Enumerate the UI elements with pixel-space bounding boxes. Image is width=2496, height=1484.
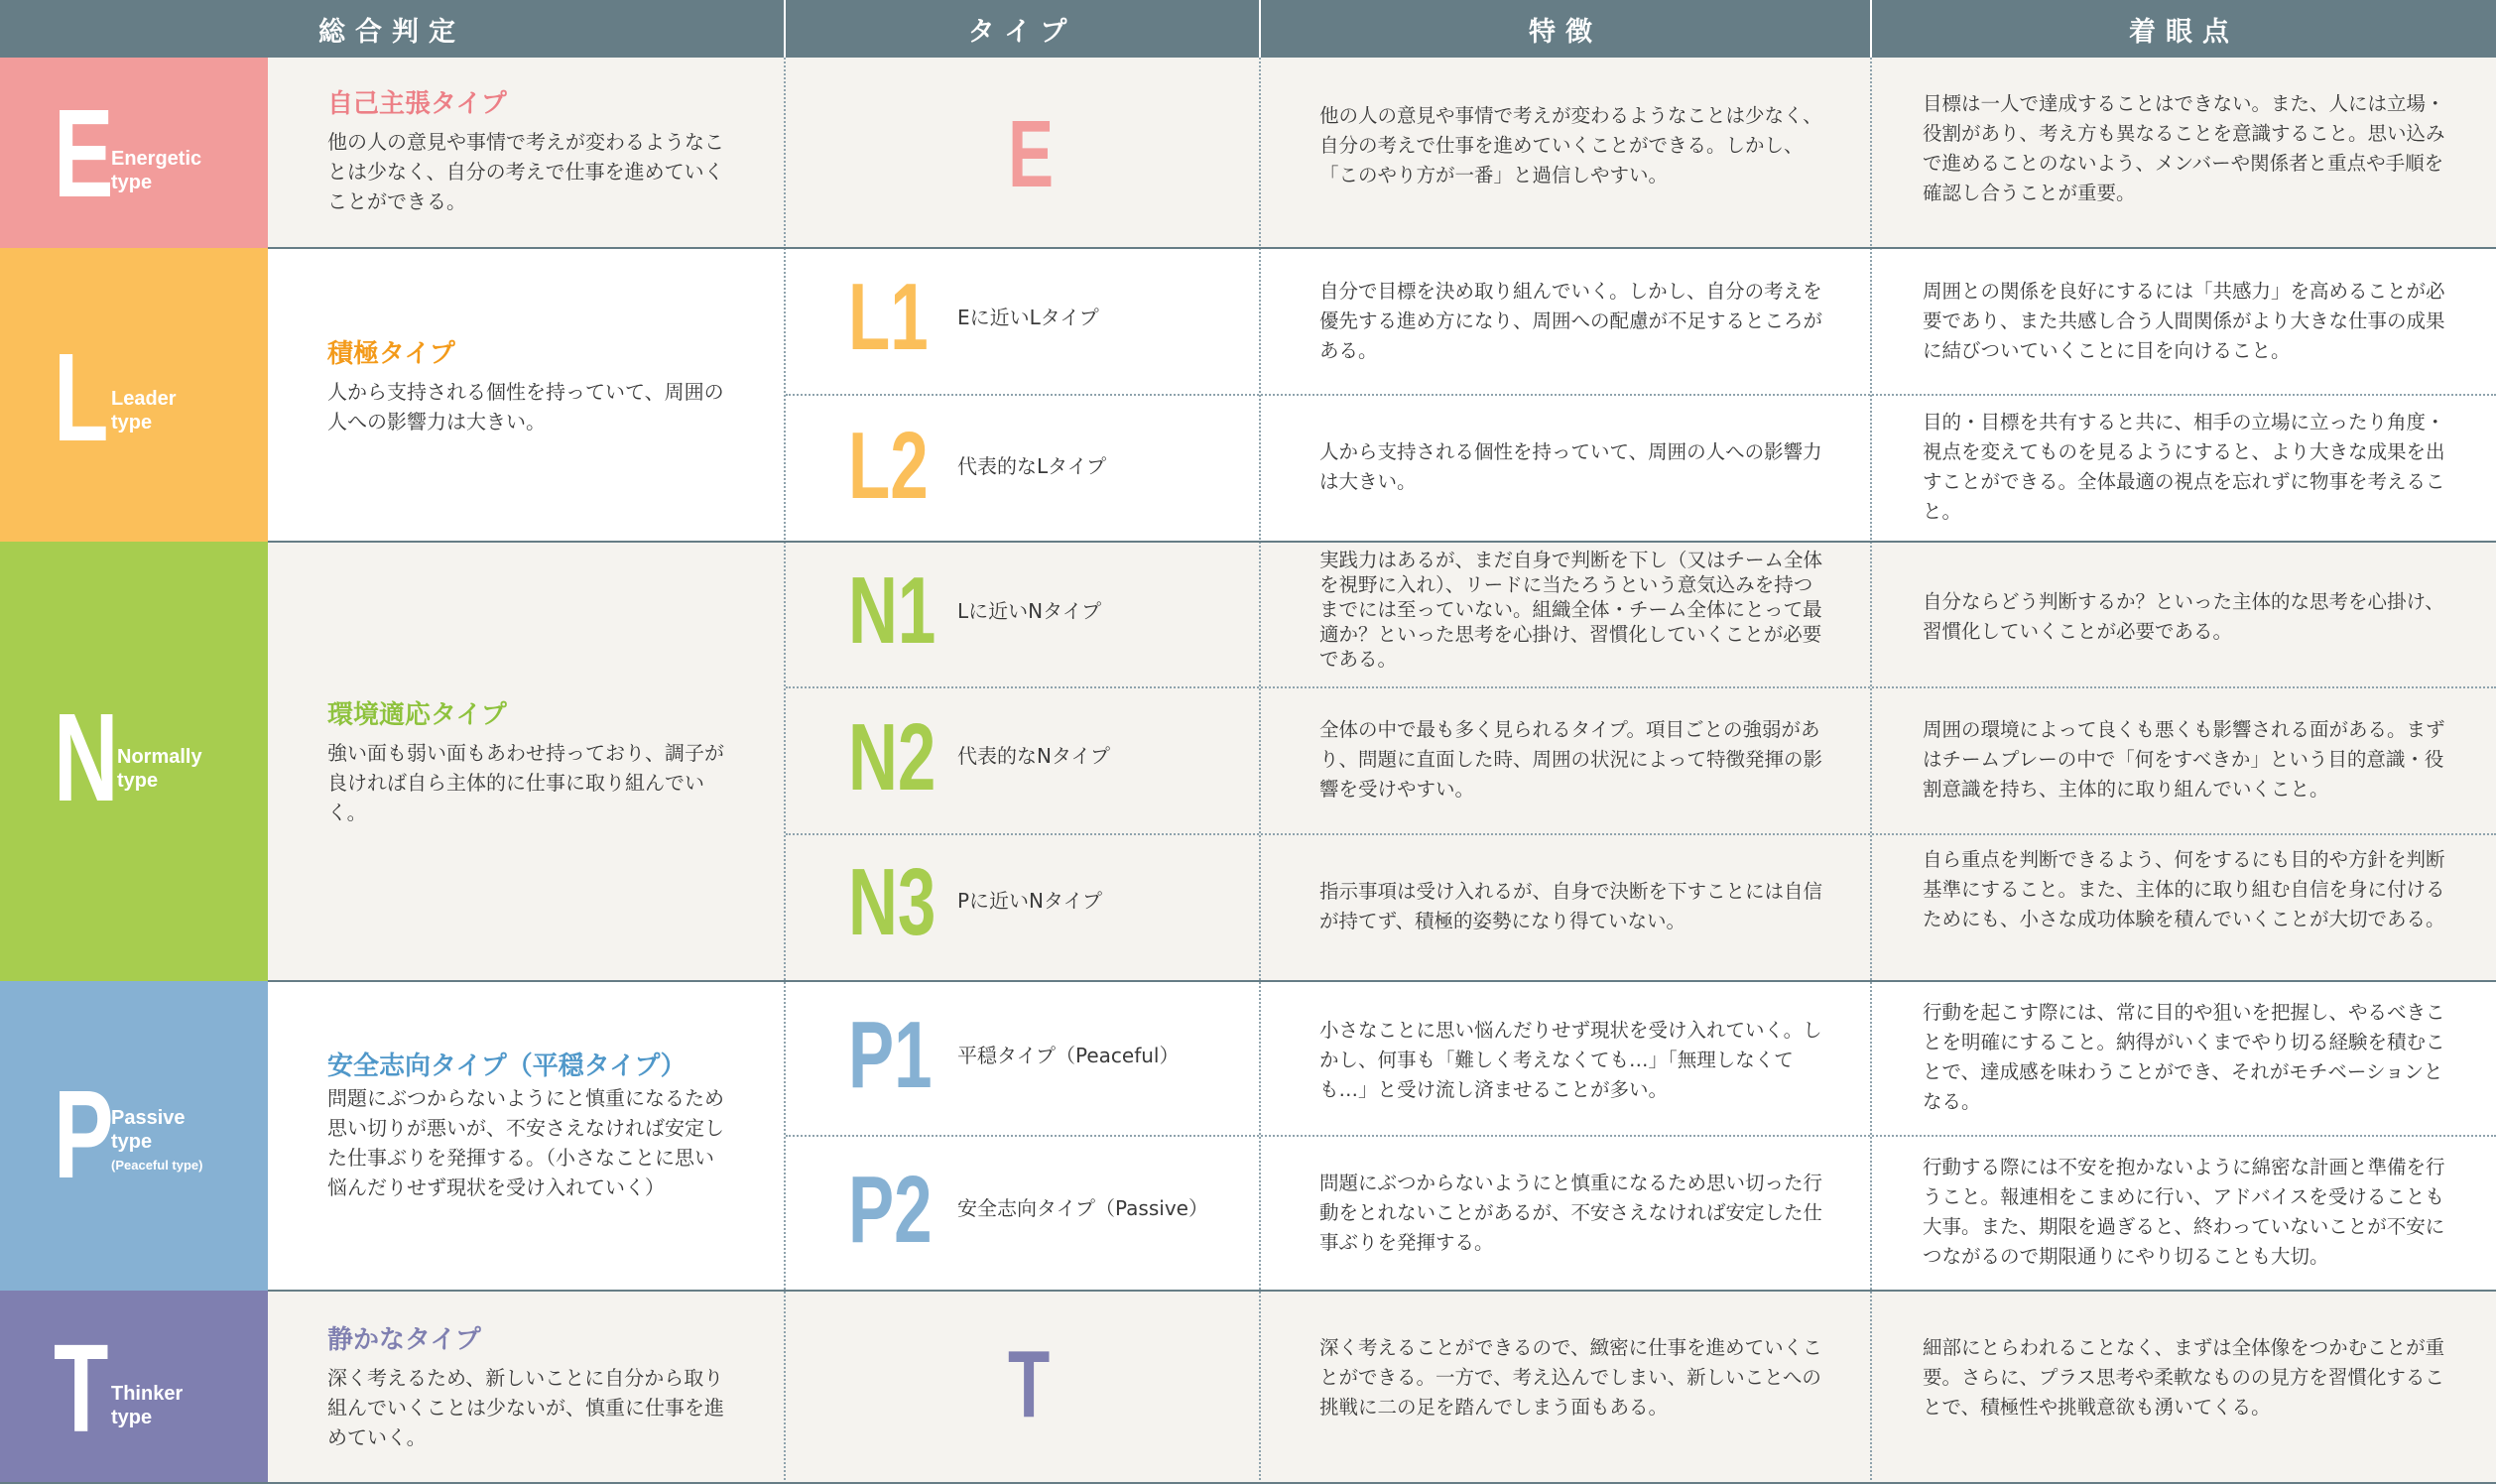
group-name-p: 安全志向タイプ（平穏タイプ） xyxy=(327,1051,686,1081)
group-desc-l: 人から支持される個性を持っていて、周囲の人への影響力は大きい。 xyxy=(327,380,724,433)
band-n xyxy=(0,542,268,981)
eng-label-p: Passive type (Peaceful type) xyxy=(111,1107,203,1173)
focus-p2: 行動する際には不安を抱かないように綿密な計画と準備を行うこと。報連相をこまめに行い、アドバイスを受けることも大事。また、期限を過ぎると、終わっていないことが不安につながるので期限通りにやり切ることも大切。 xyxy=(1923,1156,2445,1268)
features-p1: 小さなことに思い悩んだりせず現状を受け入れていく。しかし、何事も「難しく考えなくても…」「無理しなくても…」と受け流し済ませることが多い。 xyxy=(1319,1019,1822,1101)
group-desc-n: 強い面も弱い面もあわせ持っており、調子が良ければ自ら主体的に仕事に取り組んでいく。 xyxy=(327,741,724,824)
features-n3: 指示事項は受け入れるが、自身で決断を下すことには自信が持てず、積極的姿勢になり得ていない。 xyxy=(1319,880,1823,932)
focus-l2: 目的・目標を共有すると共に、相手の立場に立ったり角度・視点を変えてものを見るようにすると、より大きな成果を出すことができる。全体最適の視点を忘れずに物事を考えること。 xyxy=(1923,411,2445,523)
type-label-p1: 平穏タイプ（Peaceful） xyxy=(957,1044,1180,1067)
type-code-n3: N3 xyxy=(848,849,936,955)
eng-label-e: Energetic type xyxy=(111,148,202,193)
focus-t: 細部にとらわれることなく、まずは全体像をつかむことが重要。さらに、プラス思考や柔軟なものの見方を習慣化することで、積極性や挑戦意欲も湧いてくる。 xyxy=(1923,1336,2445,1419)
eng-label-l: Leader type xyxy=(111,388,177,433)
divider-l1-l2 xyxy=(786,394,2496,396)
type-code-t: T xyxy=(1008,1331,1051,1437)
eng-label-n: Normally type xyxy=(117,746,202,792)
band-e xyxy=(0,58,268,248)
divider-n1-n2 xyxy=(786,686,2496,688)
letter-e: E xyxy=(54,83,114,223)
group-desc-t: 深く考えるため、新しいことに自分から取り組んでいくことは少ないが、慎重に仕事を進めていく。 xyxy=(327,1366,724,1449)
header-type: タイプ xyxy=(786,0,1259,58)
type-code-e: E xyxy=(1008,101,1055,207)
letter-l: L xyxy=(54,327,109,467)
group-name-l: 積極タイプ xyxy=(327,339,455,369)
type-label-n1: Lに近いNタイプ xyxy=(957,599,1102,623)
group-name-t: 静かなタイプ xyxy=(327,1325,481,1355)
type-code-p2: P2 xyxy=(848,1157,933,1263)
group-desc-p: 問題にぶつからないようにと慎重になるため思い切りが悪いが、不安さえなければ安定した仕事ぶりを発揮する。（小さなことに思い悩んだりせず現状を受け入れていく） xyxy=(327,1086,724,1199)
divider-col-3 xyxy=(1870,58,1872,1484)
header-overall: 総合判定 xyxy=(0,0,784,58)
eng-label-t: Thinker type xyxy=(111,1383,184,1428)
divider-row-e-l xyxy=(268,247,2496,249)
divider-n2-n3 xyxy=(786,833,2496,835)
band-t xyxy=(0,1291,268,1484)
divider-row-l-n xyxy=(268,541,2496,543)
letter-p: P xyxy=(54,1064,114,1204)
letter-n: N xyxy=(54,687,119,827)
type-code-l2: L2 xyxy=(848,413,929,519)
letter-t: T xyxy=(54,1318,109,1458)
features-t: 深く考えることができるので、緻密に仕事を進めていくことができる。一方で、考え込んでしまい、新しいことへの挑戦に二の足を踏んでしまう面もある。 xyxy=(1319,1336,1822,1419)
group-name-n: 環境適応タイプ xyxy=(327,700,507,730)
features-e: 他の人の意見や事情で考えが変わるようなことは少なく、自分の考えで仕事を進めていくことができる。しかし、「このやり方が一番」と過信しやすい。 xyxy=(1319,104,1822,186)
divider-row-p-t xyxy=(268,1290,2496,1292)
group-desc-e: 他の人の意見や事情で考えが変わるようなことは少なく、自分の考えで仕事を進めていくことができる。 xyxy=(327,130,724,213)
features-n1: 実践力はあるが、まだ自身で判断を下し（又はチーム全体を視野に入れ）、リードに当たろうという意気込みを持つまでには至っていない。組織全体・チーム全体にとって最適か？といった思考を心掛け、習慣化していくことが必要である。 xyxy=(1319,549,1823,671)
focus-l1: 周囲との関係を良好にするには「共感力」を高めることが必要であり、また共感し合う人間関係がより大きな仕事の成果に結びついていくことに目を向けること。 xyxy=(1923,280,2445,362)
features-l2: 人から支持される個性を持っていて、周囲の人への影響力は大きい。 xyxy=(1319,440,1822,493)
divider-p1-p2 xyxy=(786,1135,2496,1137)
divider-col-1 xyxy=(784,58,786,1484)
divider-col-2 xyxy=(1259,58,1261,1484)
features-l1: 自分で目標を決め取り組んでいく。しかし、自分の考えを優先する進め方になり、周囲への配慮が不足するところがある。 xyxy=(1319,280,1823,362)
features-p2: 問題にぶつからないようにと慎重になるため思い切った行動をとれないことがあるが、不安さえなければ安定した仕事ぶりを発揮する。 xyxy=(1319,1172,1823,1254)
focus-n2: 周囲の環境によって良くも悪くも影響される面がある。まずはチームプレーの中で「何をすべきか」という目的意識・役割意識を持ち、主体的に取り組んでいくこと。 xyxy=(1923,718,2445,801)
type-code-l1: L1 xyxy=(848,264,929,370)
band-l xyxy=(0,248,268,542)
header-focus: 着眼点 xyxy=(1872,0,2496,58)
header-features: 特徴 xyxy=(1261,0,1870,58)
focus-e: 目標は一人で達成することはできない。また、人には立場・役割があり、考え方も異なることを意識すること。思い込みで進めることのないよう、メンバーや関係者と重点や手順を確認し合うことが重要。 xyxy=(1923,92,2445,204)
focus-p1: 行動を起こす際には、常に目的や狙いを把握し、やるべきことを明確にすること。納得がいくまでやり切る経験を積むことで、達成感を味わうことができ、それがモチベーションとなる。 xyxy=(1923,1001,2445,1113)
features-n2: 全体の中で最も多く見られるタイプ。項目ごとの強弱があり、問題に直面した時、周囲の状況によって特徴発揮の影響を受けやすい。 xyxy=(1319,718,1823,801)
divider-row-n-p xyxy=(268,980,2496,982)
type-code-n2: N2 xyxy=(848,704,936,810)
type-code-n1: N1 xyxy=(848,557,936,664)
type-label-l1: Eに近いLタイプ xyxy=(957,306,1099,329)
focus-n3: 自ら重点を判断できるよう、何をするにも目的や方針を判断基準にすること。また、主体的に取り組む自信を身に付けるためにも、小さな成功体験を積んでいくことが大切である。 xyxy=(1923,848,2445,930)
type-code-p1: P1 xyxy=(848,1002,933,1108)
type-label-n2: 代表的なNタイプ xyxy=(957,744,1110,768)
group-name-e: 自己主張タイプ xyxy=(327,89,507,119)
type-label-l2: 代表的なLタイプ xyxy=(957,454,1107,478)
band-p xyxy=(0,981,268,1291)
type-label-p2: 安全志向タイプ（Passive） xyxy=(957,1196,1208,1220)
type-label-n3: Pに近いNタイプ xyxy=(957,889,1103,913)
focus-n1: 自分ならどう判断するか？といった主体的な思考を心掛け、習慣化していくことが必要である。 xyxy=(1923,590,2444,643)
